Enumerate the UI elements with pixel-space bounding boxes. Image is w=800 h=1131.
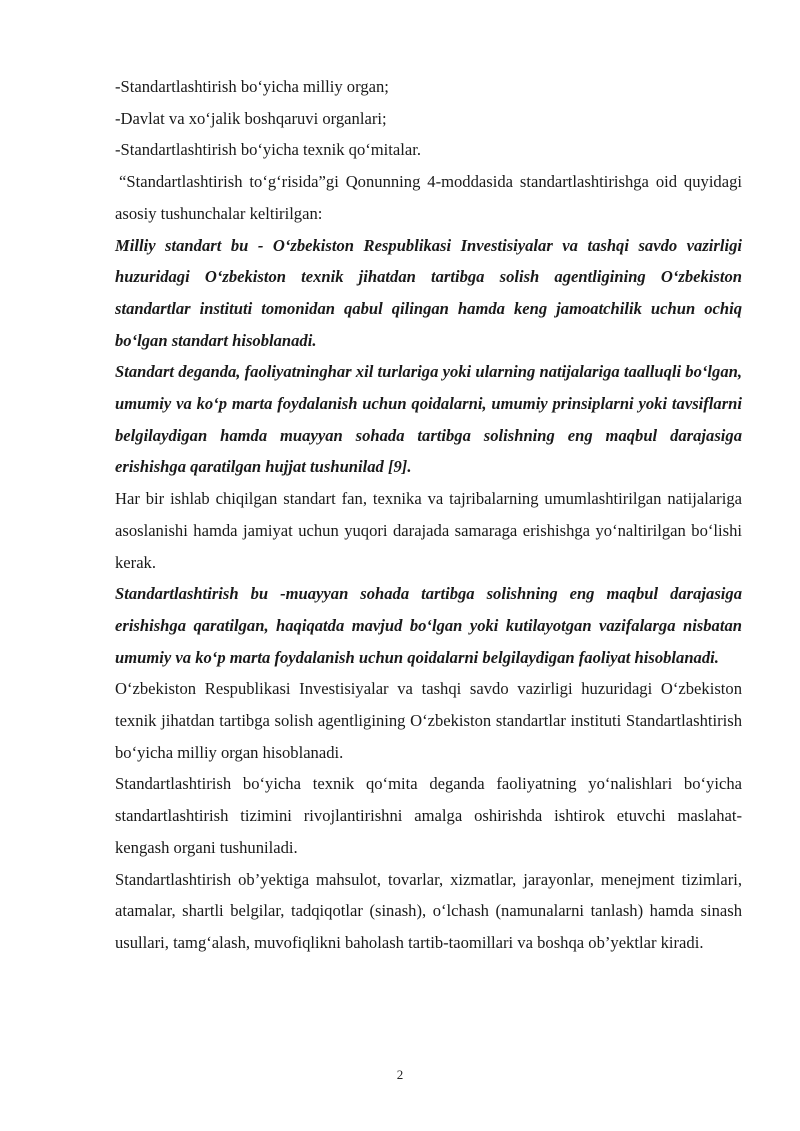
paragraph-national-standard-definition: Milliy standart bu - O‘zbekiston Respublikasi Investisiyalar va tashqi savdo vazirligi huzuridagi O‘zbekiston texnik jihatdan tartibga solish agentligining O‘zbekiston standartlar instituti tomonidan qabul qilingan hamda keng jamoatchilik uchun ochiq bo‘lgan standart hisoblanadi. [115,235,742,350]
paragraph-law-intro: “Standartlashtirish to‘g‘risida”gi Qonunning 4-moddasida standartlashtirishga oid quyidagi asosiy tushunchalar keltirilgan: [115,172,742,223]
paragraph-standardization-definition: Standartlashtirish bu -muayyan sohada tartibga solishning eng maqbul darajasiga erishishga qaratilgan, haqiqatda mavjud bo‘lgan yoki kutilayotgan vazifalarga nisbatan umumiy va ko‘p marta foydalanish uchun qoidalarni belgilaydigan faoliyat hisoblanadi. [115,584,742,667]
paragraph-standard-definition: Standart deganda, faoliyatninghar xil turlariga yoki ularning natijalariga taalluqli bo‘lgan, umumiy va ko‘p marta foydalanish uchun qoidalarni, umumiy prinsiplarni yoki tavsiflarni belgilaydigan hamda muayyan sohada tartibga solishning eng maqbul darajasiga erishishga qaratilgan hujjat tushunilad [9]. [115,362,742,477]
paragraph-standard-basis: Har bir ishlab chiqilgan standart fan, texnika va tajribalarning umumlashtirilgan natijalariga asoslanishi hamda jamiyat uchun yuqori darajada samaraga erishishga yo‘naltirilgan bo‘lishi kerak. [115,489,742,572]
list-item-national-body: -Standartlashtirish bo‘yicha milliy organ; [115,77,389,96]
paragraph-standardization-objects: Standartlashtirish ob’yektiga mahsulot, tovarlar, xizmatlar, jarayonlar, menejment tizimlari, atamalar, shartli belgilar, tadqiqotlar (sinash), o‘lchash (namunalarni tanlash) hamda sinash usullari, tamg‘alash, muvofiqlikni baholash tartib-taomillari va boshqa ob’yektlar kiradi. [115,869,742,952]
document-page [115,71,742,959]
paragraph-technical-committee: Standartlashtirish bo‘yicha texnik qo‘mita deganda faoliyatning yo‘nalishlari bo‘yicha standartlashtirish tizimini rivojlantirishni amalga oshirishda ishtirok etuvchi maslahat-kengash organi tushuniladi. [115,774,742,857]
list-item-government-bodies: -Davlat va xo‘jalik boshqaruvi organlari; [115,108,387,128]
list-item-technical-committees: -Standartlashtirish bo‘yicha texnik qo‘mitalar. [115,140,421,160]
paragraph-national-organ: O‘zbekiston Respublikasi Investisiyalar va tashqi savdo vazirligi huzuridagi O‘zbekiston texnik jihatdan tartibga solish agentligining O‘zbekiston standartlar instituti Standartlashtirish bo‘yicha milliy organ hisoblanadi. [115,679,742,762]
page-number: 2 [396,1067,404,1082]
